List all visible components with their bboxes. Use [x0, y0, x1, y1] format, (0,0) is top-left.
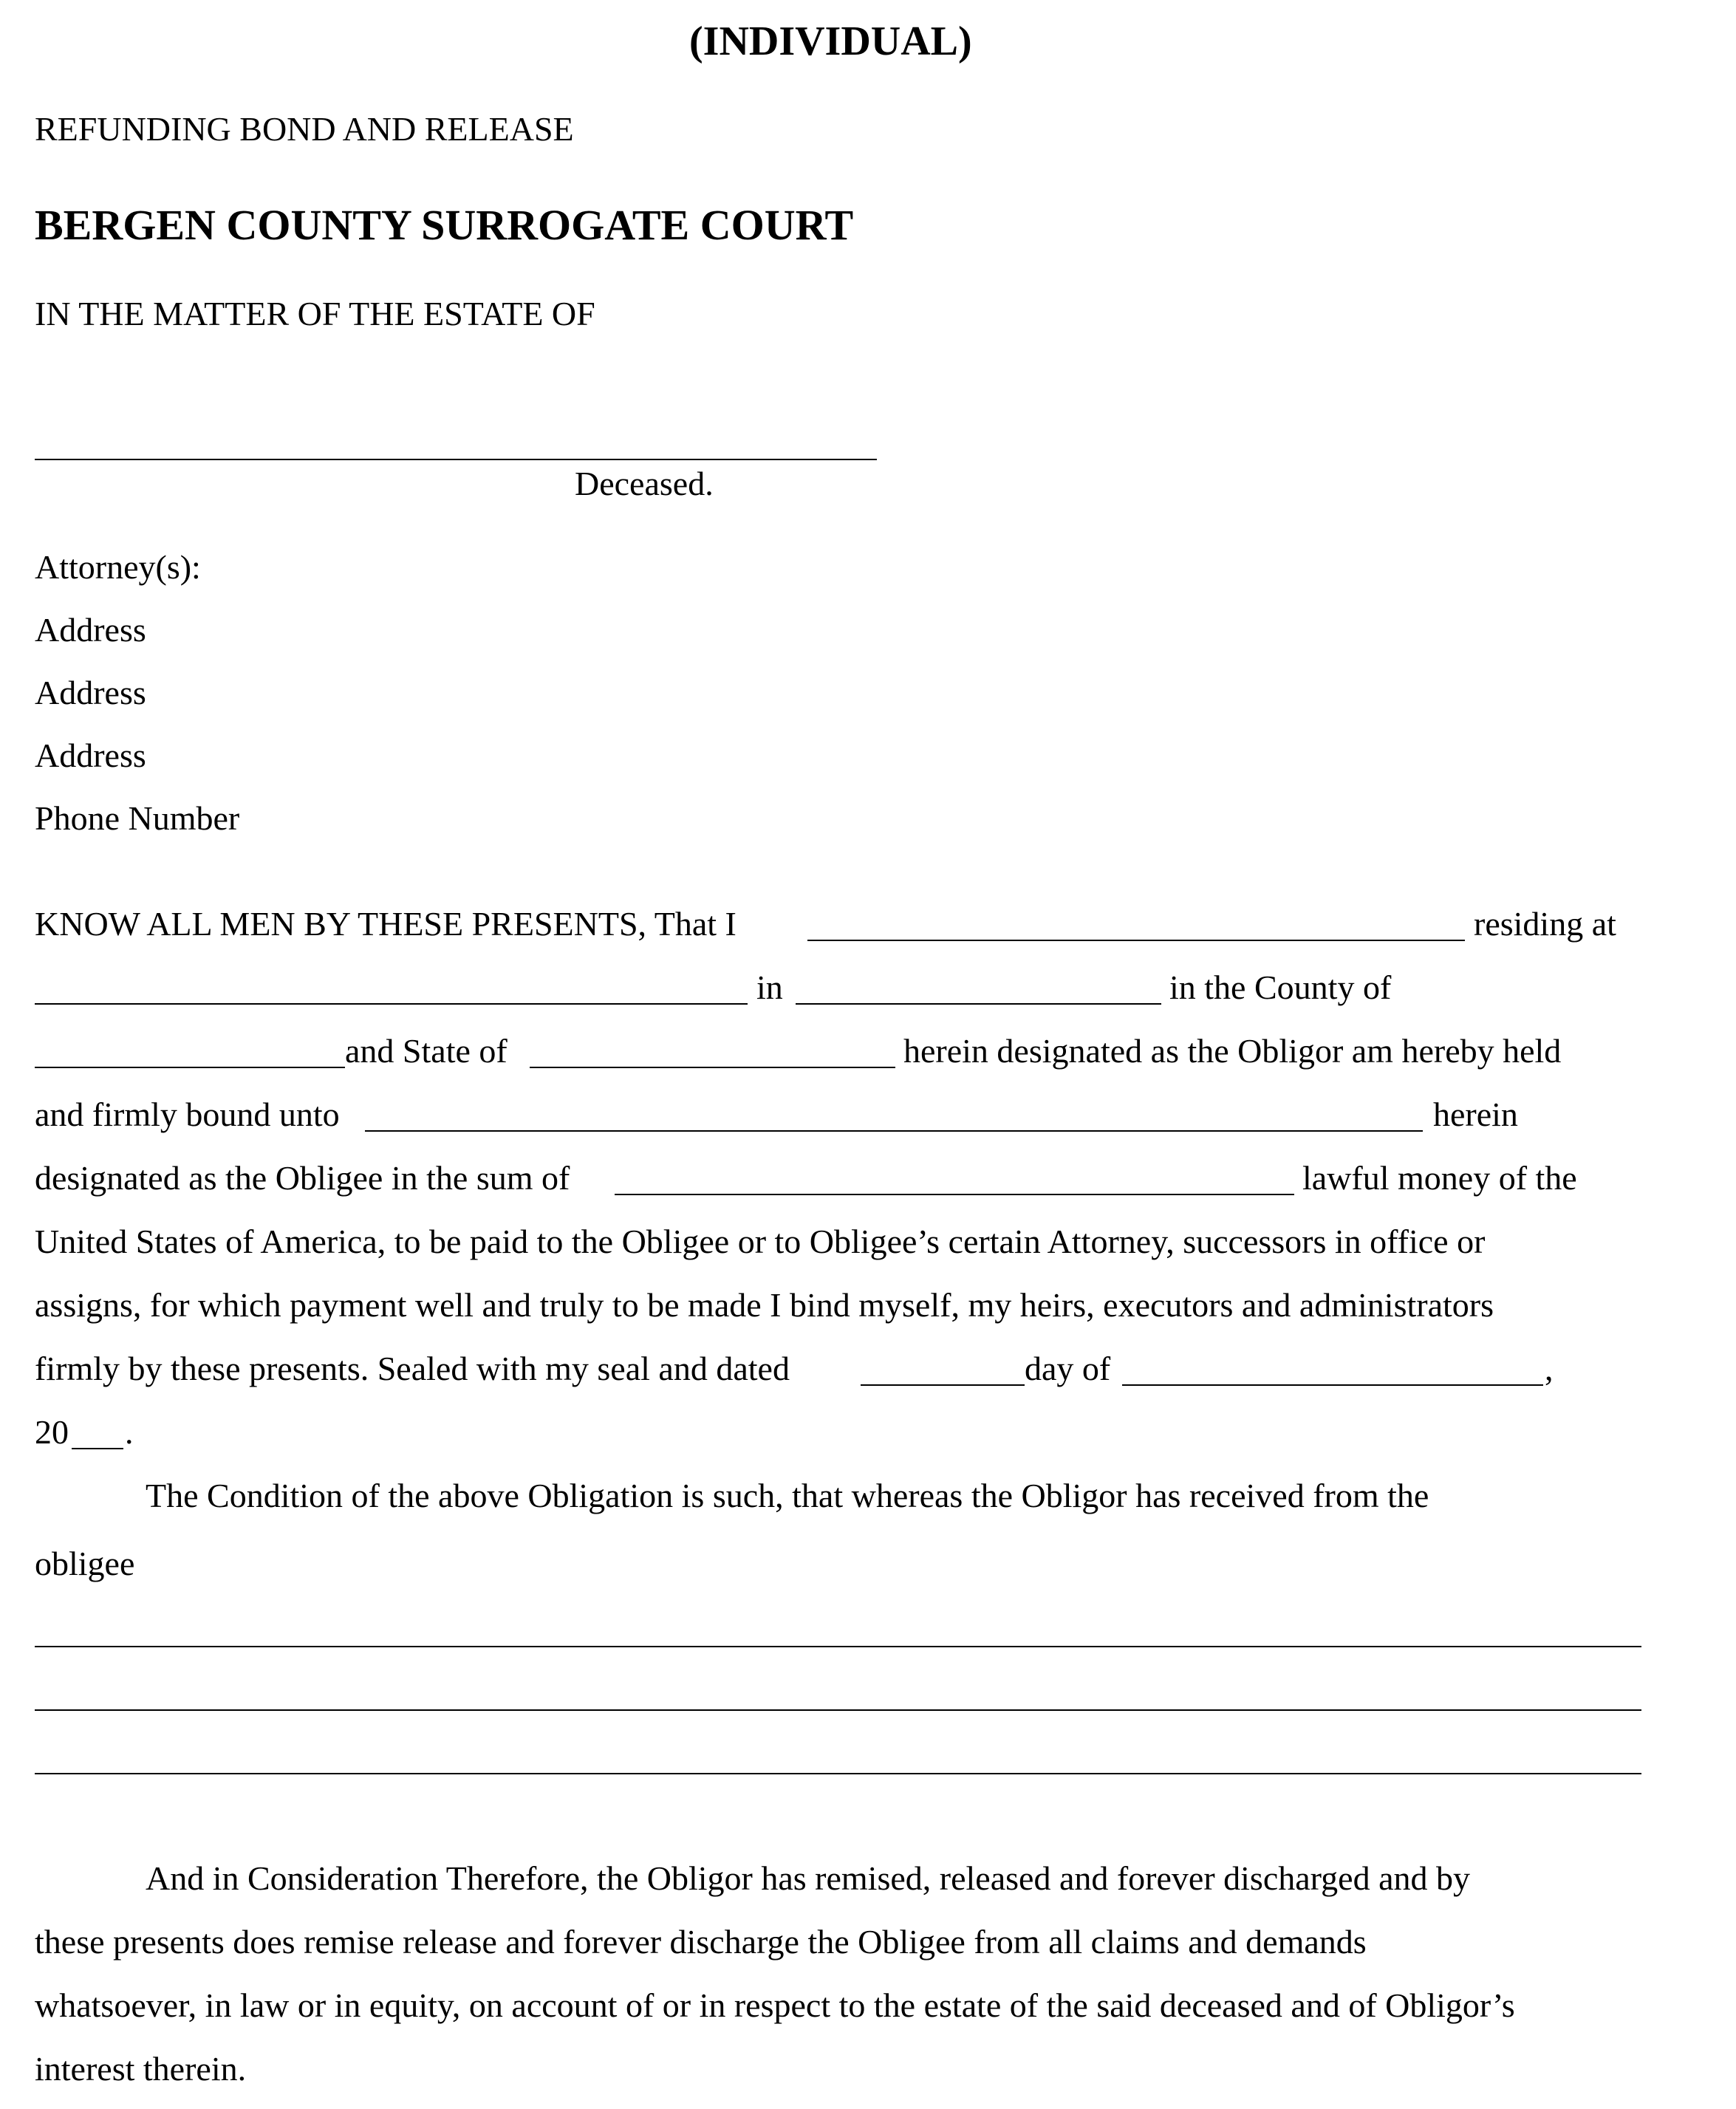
county-blank[interactable] — [35, 1067, 345, 1068]
bond-text-line-6: United States of America, to be paid to the Obligee or to Obligee’s certain Attorney, successors in office or — [35, 1223, 1486, 1260]
estate-matter: IN THE MATTER OF THE ESTATE OF — [35, 295, 595, 332]
state-blank[interactable] — [530, 1067, 895, 1068]
consideration-text-line-3: whatsoever, in law or in equity, on account of or in respect to the estate of the said deceased and of Obligor’s — [35, 1986, 1515, 2024]
bond-intro-text: KNOW ALL MEN BY THESE PRESENTS, That I — [35, 905, 737, 943]
sum-amount-blank[interactable] — [615, 1194, 1294, 1195]
condition-text-line-2: obligee — [35, 1545, 135, 1582]
lawful-money-text: lawful money of the — [1302, 1159, 1577, 1197]
sum-of-text: designated as the Obligee in the sum of — [35, 1159, 570, 1197]
month-blank[interactable] — [1122, 1384, 1543, 1386]
street-address-blank[interactable] — [35, 1003, 748, 1005]
deceased-label: Deceased. — [575, 465, 714, 502]
year-period: . — [125, 1413, 134, 1451]
in-text: in — [756, 968, 783, 1006]
herein-text: herein — [1433, 1095, 1518, 1133]
form-title: (INDIVIDUAL) — [689, 18, 972, 64]
residing-at-text: residing at — [1474, 905, 1616, 943]
attorney-address-3: Address — [35, 736, 146, 774]
day-of-text: day of — [1025, 1350, 1111, 1387]
obligee-name-blank[interactable] — [365, 1130, 1423, 1132]
consideration-text-line-4: interest therein. — [35, 2050, 247, 2088]
sealed-dated-text: firmly by these presents. Sealed with my seal and dated — [35, 1350, 790, 1387]
date-comma: , — [1545, 1350, 1554, 1387]
attorney-label: Attorney(s): — [35, 548, 201, 586]
obligor-designation-text: herein designated as the Obligor am hereby held — [903, 1032, 1562, 1070]
received-from-blank-3[interactable] — [35, 1773, 1641, 1774]
document-type: REFUNDING BOND AND RELEASE — [35, 110, 574, 148]
condition-text-line-1: The Condition of the above Obligation is such, that whereas the Obligor has received from the — [146, 1477, 1429, 1514]
consideration-text-line-2: these presents does remise release and forever discharge the Obligee from all claims and demands — [35, 1923, 1367, 1961]
state-of-text: and State of — [345, 1032, 508, 1070]
day-blank[interactable] — [861, 1384, 1025, 1386]
attorney-address-1: Address — [35, 611, 146, 649]
obligor-name-blank[interactable] — [807, 940, 1465, 941]
municipality-blank[interactable] — [796, 1003, 1161, 1005]
county-of-text: in the County of — [1169, 968, 1392, 1006]
attorney-address-2: Address — [35, 674, 146, 711]
received-from-blank-1[interactable] — [35, 1646, 1641, 1647]
bond-text-line-7: assigns, for which payment well and truly to be made I bind myself, my heirs, executors and administrators — [35, 1286, 1494, 1324]
consideration-text-line-1: And in Consideration Therefore, the Obligor has remised, released and forever discharged and by — [146, 1859, 1470, 1897]
year-prefix: 20 — [35, 1413, 69, 1451]
bound-unto-text: and firmly bound unto — [35, 1095, 340, 1133]
received-from-blank-2[interactable] — [35, 1709, 1641, 1711]
court-name: BERGEN COUNTY SURROGATE COURT — [35, 201, 854, 249]
deceased-name-line[interactable] — [35, 459, 877, 460]
attorney-phone: Phone Number — [35, 799, 240, 837]
year-blank[interactable] — [72, 1448, 123, 1449]
